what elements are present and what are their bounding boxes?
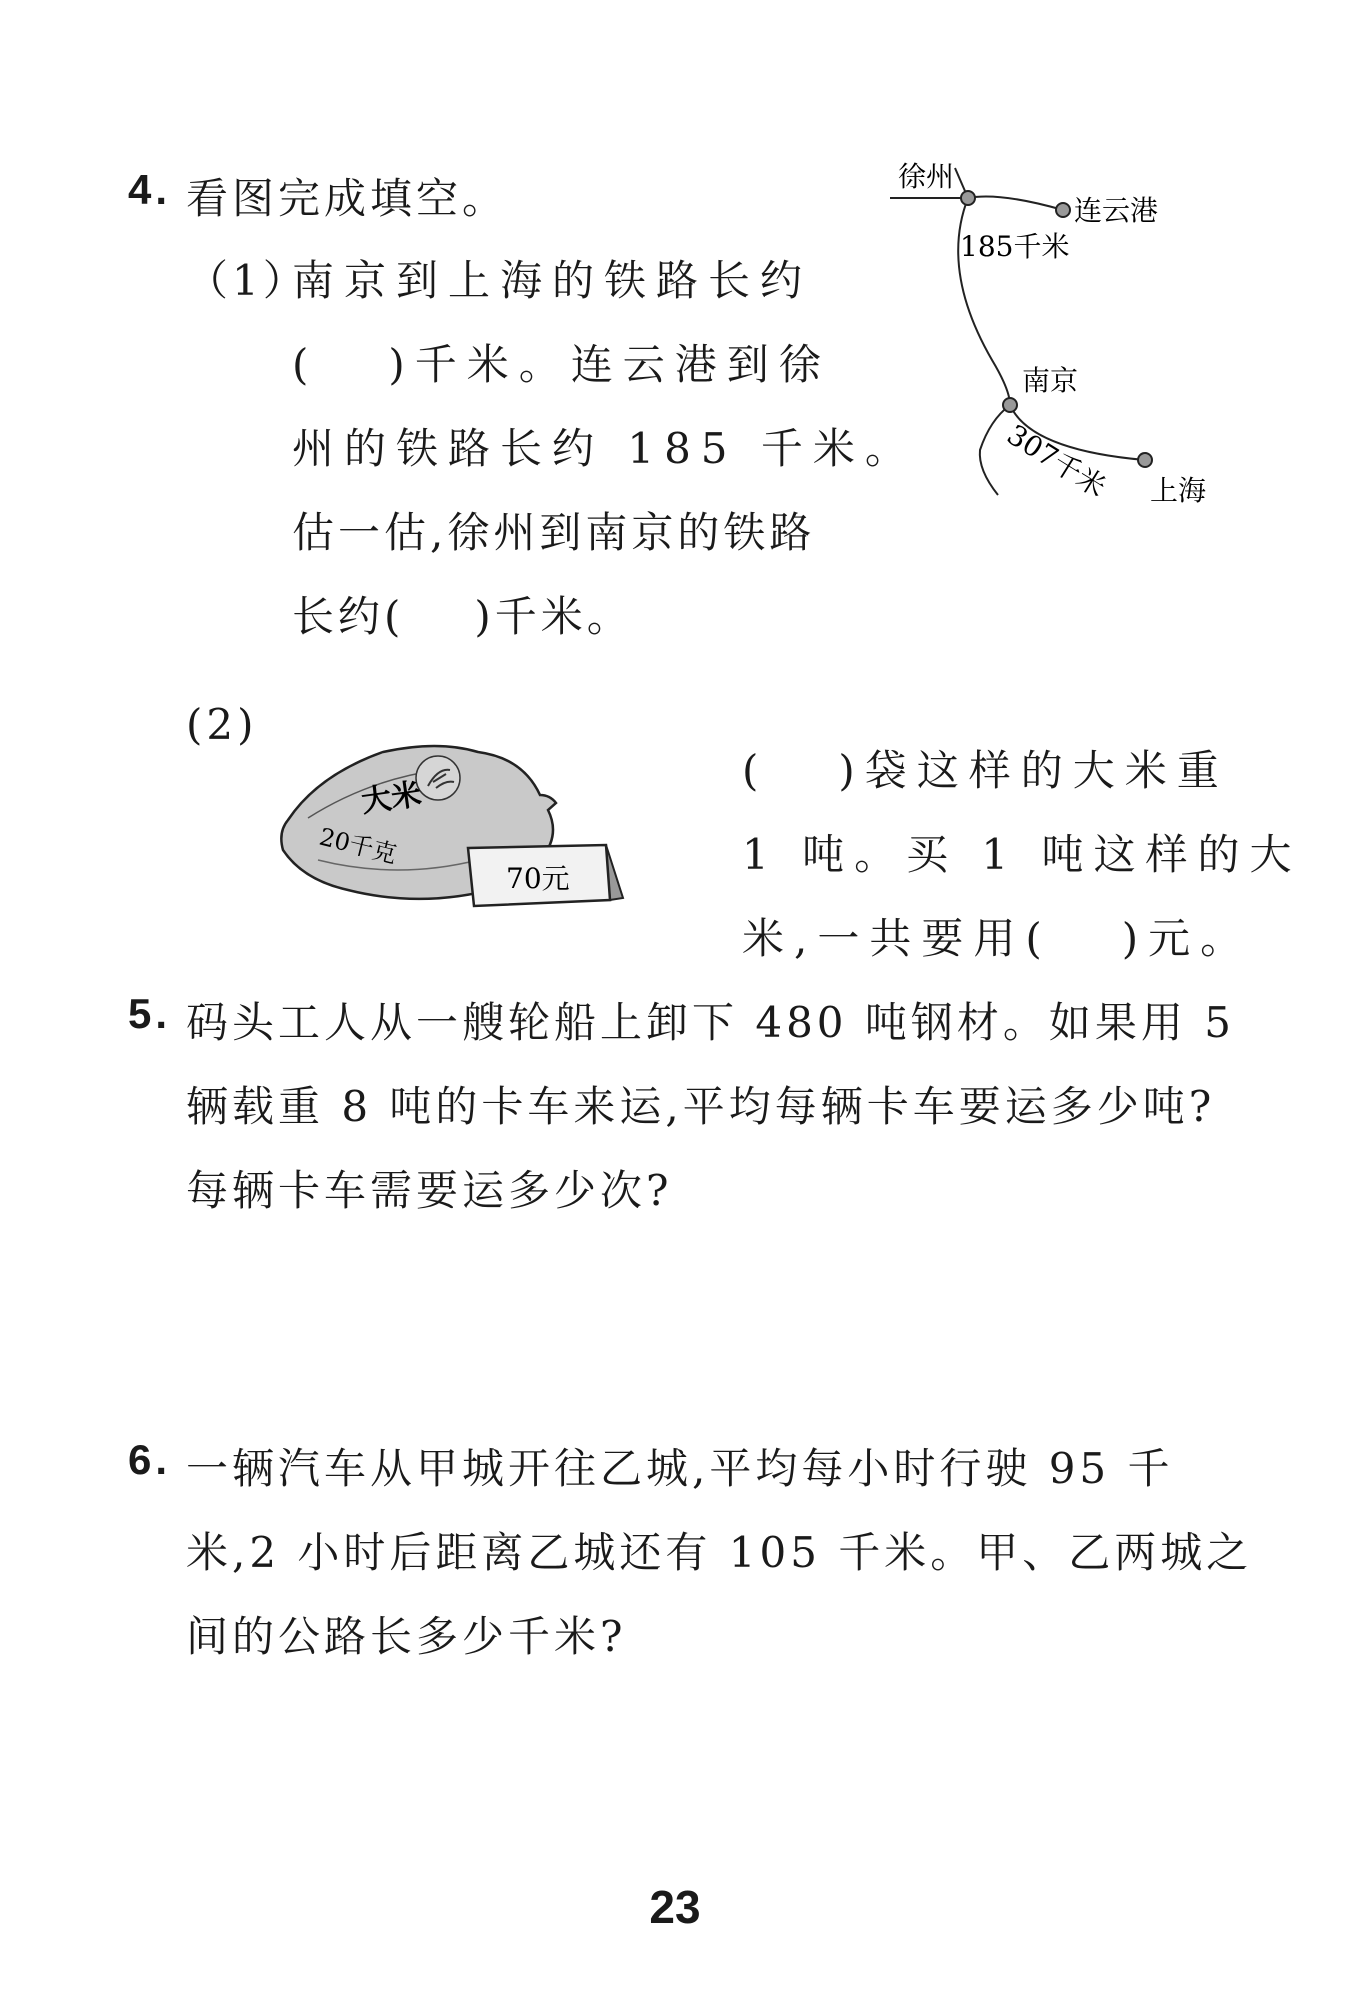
q6-line1: 一辆汽车从甲城开往乙城,平均每小时行驶 95 千 xyxy=(186,1444,1174,1493)
rail-line-east xyxy=(968,197,1063,211)
line1-rest: )袋这样的大米重 xyxy=(838,746,1229,795)
line3-end: )元。 xyxy=(1121,914,1253,963)
line5-end: )千米。 xyxy=(474,592,633,641)
q5-line2: 辆载重 8 吨的卡车来运,平均每辆卡车要运多少吨? xyxy=(186,1082,1216,1131)
bag-text: 大米 xyxy=(359,776,424,820)
q4-part1-label: （1） xyxy=(186,256,309,305)
q6-number: 6. xyxy=(128,1436,172,1483)
q6-line2: 米,2 小时后距离乙城还有 105 千米。甲、乙两城之 xyxy=(186,1528,1253,1577)
railway-map xyxy=(880,150,1230,510)
rail-line-west xyxy=(890,195,972,198)
q4-title: 看图完成填空。 xyxy=(186,174,509,223)
station-lianyungang xyxy=(1056,203,1070,217)
q5-number: 5. xyxy=(128,990,172,1037)
q4-part2-line3 xyxy=(742,906,1252,966)
q4-part1-line3: 州的铁路长约 185 千米。 xyxy=(292,424,917,473)
line1-open: ( xyxy=(742,746,769,795)
label-dist-185: 185千米 xyxy=(960,230,1070,263)
line3-start: 米,一共要用( xyxy=(742,914,1052,963)
q4-part1-line5 xyxy=(292,584,633,644)
price-tag-text: 70元 xyxy=(506,862,570,895)
q5-line1: 码头工人从一艘轮船上卸下 480 吨钢材。如果用 5 xyxy=(186,998,1235,1047)
station-shanghai xyxy=(1138,453,1152,467)
q4-part1-line4: 估一估,徐州到南京的铁路 xyxy=(292,508,816,557)
q4-part2-line2: 1 吨。买 1 吨这样的大 xyxy=(742,830,1302,879)
rail-line-south xyxy=(980,405,1010,495)
blank-open-paren: ( xyxy=(292,340,319,389)
q4-part2-label: (2) xyxy=(186,700,258,749)
q4-part1-line1: 南京到上海的铁路长约 xyxy=(292,256,813,305)
q6-line3: 间的公路长多少千米? xyxy=(186,1612,627,1661)
bag-weight: 20千克 xyxy=(316,822,400,869)
q4-part1-line2 xyxy=(292,332,831,392)
station-nanjing xyxy=(1003,398,1017,412)
label-lianyungang: 连云港 xyxy=(1074,194,1159,227)
station-xuzhou xyxy=(961,191,975,205)
label-nanjing: 南京 xyxy=(1022,364,1079,397)
line5-start: 长约( xyxy=(292,592,405,641)
label-shanghai: 上海 xyxy=(1150,474,1207,507)
label-xuzhou: 徐州 xyxy=(898,160,955,193)
q4-number: 4. xyxy=(128,166,172,213)
q5-line3: 每辆卡车需要运多少次? xyxy=(186,1166,673,1215)
line2-rest: )千米。连云港到徐 xyxy=(388,340,831,389)
page-number: 23 xyxy=(649,1881,701,1933)
label-dist-307: 307千米 xyxy=(1001,417,1112,504)
q4-part2-line1 xyxy=(742,738,1229,798)
rice-bag-illustration xyxy=(278,740,638,920)
